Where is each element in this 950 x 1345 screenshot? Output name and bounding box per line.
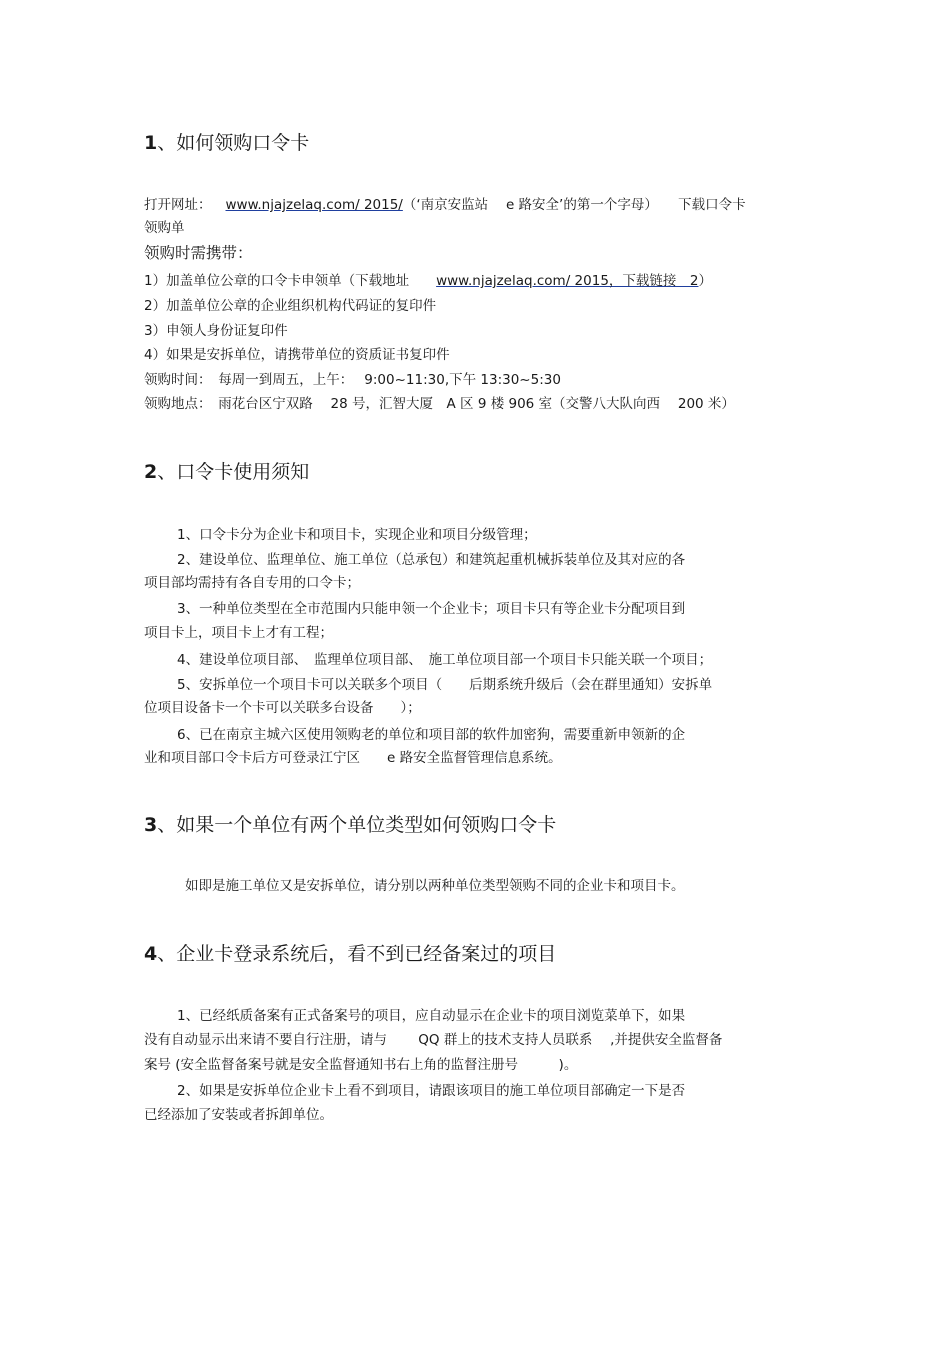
bring-item-1-close: ） [698, 273, 712, 289]
download-line-cont: 领购单 [144, 220, 185, 236]
section-2-title: 、口令卡使用须知 [157, 461, 310, 483]
section-2-heading [144, 460, 309, 484]
section-1-title: 、如何领购口令卡 [157, 132, 310, 154]
notice-5-cont: 位项目设备卡一个卡可以关联多台设备 ）； [144, 700, 421, 716]
section-3-title: 、如果一个单位有两个单位类型如何领购口令卡 [157, 814, 557, 836]
faq-1-cont-2: 案号 (安全监督备案号就是安全监督通知书右上角的监督注册号 )。 [144, 1057, 578, 1073]
download-line [144, 196, 746, 214]
bring-item-2: 2）加盖单位公章的企业组织机构代码证的复印件 [144, 298, 437, 314]
notice-4: 4、建设单位项目部、 监理单位项目部、 施工单位项目部一个项目卡只能关联一个项目； [177, 652, 713, 668]
notice-3-cont: 项目卡上，项目卡上才有工程； [144, 625, 333, 641]
notice-6: 6、已在南京主城六区使用领购老的单位和项目部的软件加密狗，需要重新申领新的企 [177, 727, 686, 743]
section-1-number: 1 [144, 132, 158, 154]
section-3-heading [144, 813, 556, 837]
section-3-body: 如即是施工单位又是安拆单位，请分别以两种单位类型领购不同的企业卡和项目卡。 [185, 878, 685, 894]
purchase-time: 领购时间： 每周一到周五，上午： 9:00~11:30,下午 13:30~5:30 [144, 372, 561, 388]
section-4-heading [144, 942, 556, 966]
faq-1: 1、已经纸质备案有正式备案号的项目，应自动显示在企业卡的项目浏览菜单下，如果 [177, 1008, 686, 1024]
bring-item-3: 3）申领人身份证复印件 [144, 323, 288, 339]
bring-item-4: 4）如果是安拆单位，请携带单位的资质证书复印件 [144, 347, 450, 363]
notice-6-cont: 业和项目部口令卡后方可登录江宁区 e 路安全监督管理信息系统。 [144, 750, 562, 766]
notice-2: 2、建设单位、监理单位、施工单位（总承包）和建筑起重机械拆装单位及其对应的各 [177, 552, 686, 568]
notice-1: 1、口令卡分为企业卡和项目卡，实现企业和项目分级管理； [177, 527, 537, 543]
faq-2: 2、如果是安拆单位企业卡上看不到项目，请跟该项目的施工单位项目部确定一下是否 [177, 1083, 686, 1099]
notice-2-cont: 项目部均需持有各自专用的口令卡； [144, 575, 360, 591]
site-link[interactable]: www.njajzelaq.com/ 2015/ [225, 197, 403, 213]
section-4-number: 4 [144, 943, 158, 965]
download-link[interactable]: www.njajzelaq.com/ 2015，下载链接 2 [436, 273, 699, 289]
notice-3: 3、一种单位类型在全市范围内只能申领一个企业卡；项目卡只有等企业卡分配项目到 [177, 601, 686, 617]
bring-title: 领购时需携带： [144, 244, 253, 262]
bring-item-1 [144, 272, 712, 290]
faq-1-cont: 没有自动显示出来请不要自行注册，请与 QQ 群上的技术支持人员联系 ,并提供安全监督备 [144, 1032, 723, 1048]
download-label: 打开网址： [144, 197, 212, 213]
section-2-number: 2 [144, 461, 158, 483]
purchase-place: 领购地点： 雨花台区宁双路 28 号，汇智大厦 A 区 9 楼 906 室（交警八大队向西 200 米） [144, 396, 735, 412]
section-4-title: 、企业卡登录系统后，看不到已经备案过的项目 [157, 943, 557, 965]
notice-5: 5、安拆单位一个项目卡可以关联多个项目（ 后期系统升级后（会在群里通知）安拆单 [177, 677, 713, 693]
faq-2-cont: 已经添加了安装或者拆卸单位。 [144, 1107, 333, 1123]
section-3-number: 3 [144, 814, 158, 836]
section-1-heading [144, 131, 309, 155]
bring-item-1-text: 1）加盖单位公章的口令卡申领单（下载地址 [144, 273, 437, 289]
download-note: （‘南京安监站 e 路安全’的第一个字母） 下载口令卡 [402, 197, 746, 213]
